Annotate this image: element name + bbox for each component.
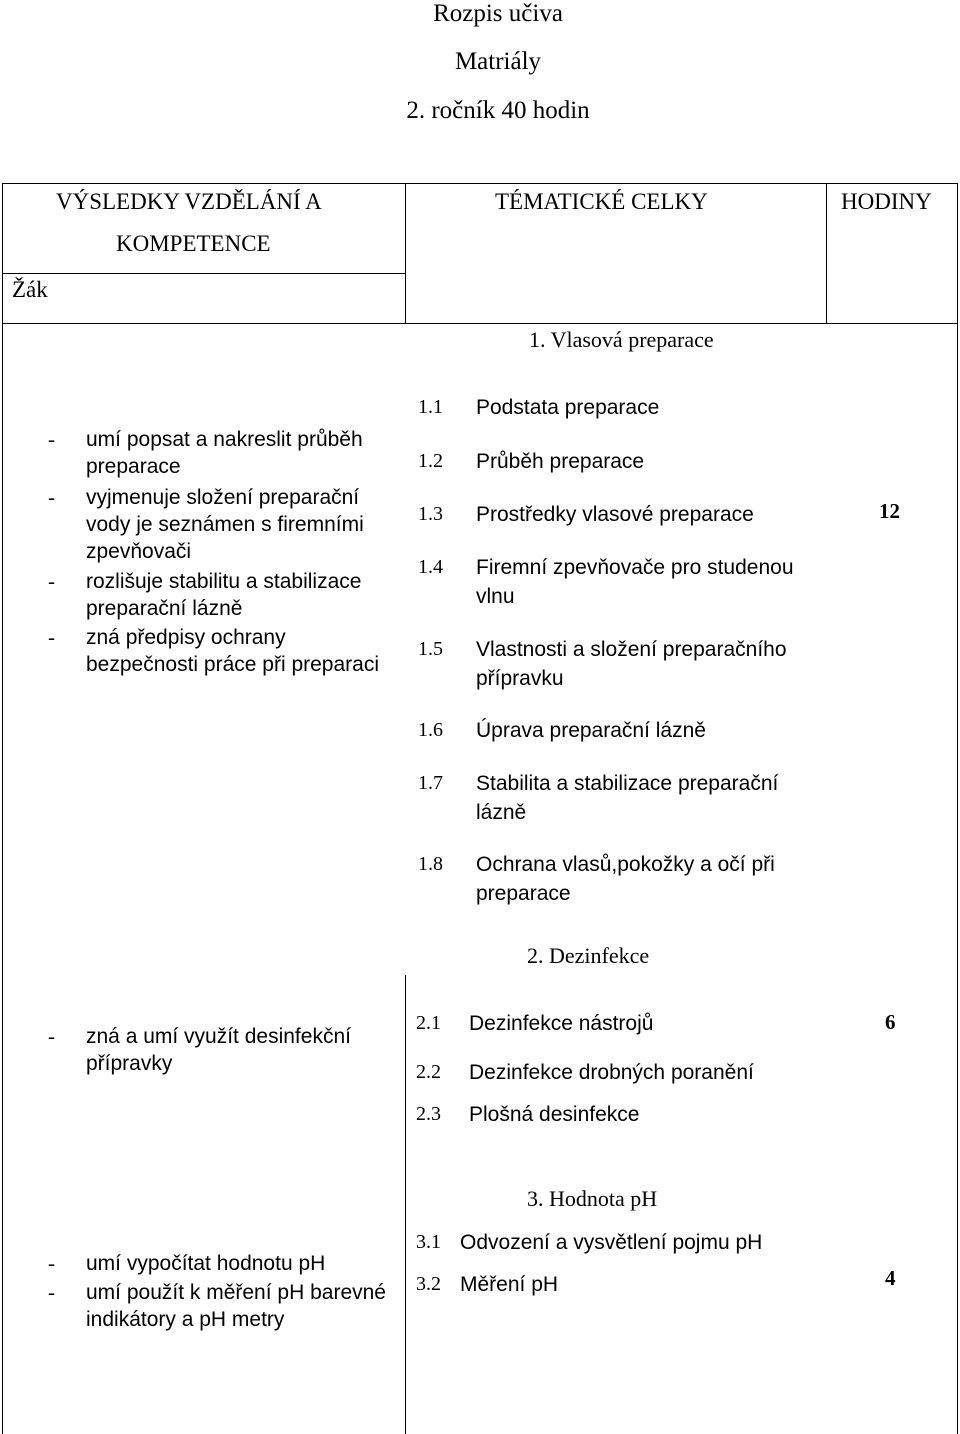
topic-text: Dezinfekce drobných poranění — [469, 1061, 754, 1084]
body-col-divider — [405, 975, 406, 1434]
section-title: 1. Vlasová preparace — [529, 327, 714, 352]
topic-number: 1.5 — [418, 638, 443, 660]
topic-text: Odvození a vysvětlení pojmu pH — [460, 1231, 763, 1254]
hours-value: 12 — [879, 499, 900, 523]
header-outcomes-line2: KOMPETENCE — [116, 231, 271, 256]
doc-subtitle: Matriály — [454, 48, 542, 75]
topic-number: 1.6 — [418, 719, 443, 741]
header-hours: HODINY — [841, 189, 932, 214]
outcome-item: umí vypočítat hodnotu pH — [86, 1252, 326, 1275]
topic-text: Měření pH — [460, 1273, 559, 1296]
bullet-dash: - — [48, 1280, 55, 1304]
topic-number: 1.4 — [418, 556, 443, 578]
header-student: Žák — [12, 277, 48, 302]
topic-text: Dezinfekce nástrojů — [469, 1012, 654, 1035]
col-divider-2 — [826, 183, 827, 324]
topic-number: 2.2 — [416, 1061, 441, 1083]
outcome-item: zná předpisy ochrany bezpečnosti práce při preparaci — [86, 626, 379, 676]
topic-number: 1.8 — [418, 853, 443, 875]
topic-number: 2.1 — [416, 1012, 441, 1034]
topic-text: Firemní zpevňovače pro studenou vlnu — [476, 556, 794, 608]
bullet-dash: - — [48, 427, 55, 451]
col1-header-divider — [2, 273, 406, 274]
table-border-top — [2, 183, 958, 184]
hours-value: 4 — [885, 1266, 896, 1290]
bullet-dash: - — [48, 569, 55, 593]
topic-text: Úprava preparační lázně — [476, 719, 706, 742]
topic-number: 1.1 — [418, 396, 443, 418]
outcome-item: umí popsat a nakreslit průběh preparace — [86, 428, 363, 478]
header-divider — [2, 323, 958, 324]
topic-number: 3.2 — [416, 1273, 441, 1295]
outcome-item: zná a umí využít desinfekční přípravky — [86, 1025, 351, 1075]
outcome-item: umí použít k měření pH barevné indikátory a pH metry — [86, 1281, 386, 1331]
topic-number: 1.7 — [418, 772, 443, 794]
topic-text: Prostředky vlasové preparace — [476, 503, 754, 526]
bullet-dash: - — [48, 1024, 55, 1048]
header-topics: TÉMATICKÉ CELKY — [495, 189, 708, 214]
topic-number: 3.1 — [416, 1231, 441, 1253]
topic-text: Průběh preparace — [476, 450, 645, 473]
section-title: 2. Dezinfekce — [527, 943, 650, 968]
topic-text: Plošná desinfekce — [469, 1103, 640, 1126]
topic-text: Ochrana vlasů,pokožky a očí při preparace — [476, 853, 775, 905]
topic-text: Vlastnosti a složení preparačního přípravku — [476, 638, 787, 690]
header-outcomes-line1: VÝSLEDKY VZDĚLÁNÍ A — [56, 189, 322, 214]
topic-number: 1.3 — [418, 503, 443, 525]
bullet-dash: - — [48, 1251, 55, 1275]
bullet-dash: - — [48, 485, 55, 509]
outcome-item: rozlišuje stabilitu a stabilizace preparační lázně — [86, 570, 362, 620]
bullet-dash: - — [48, 625, 55, 649]
table-border-right — [957, 183, 958, 1434]
topic-text: Podstata preparace — [476, 396, 660, 419]
col-divider-1 — [405, 183, 406, 324]
outcome-item: vyjmenuje složení preparační vody je seznámen s firemními zpevňovači — [86, 486, 364, 563]
section-title: 3. Hodnota pH — [527, 1186, 658, 1211]
hours-value: 6 — [885, 1010, 896, 1034]
topic-number: 2.3 — [416, 1103, 441, 1125]
doc-title: Rozpis učiva — [433, 0, 563, 27]
doc-grade-hours: 2. ročník 40 hodin — [406, 97, 590, 124]
topic-text: Stabilita a stabilizace preparační lázně — [476, 772, 779, 824]
table-border-left — [2, 183, 3, 1434]
topic-number: 1.2 — [418, 450, 443, 472]
